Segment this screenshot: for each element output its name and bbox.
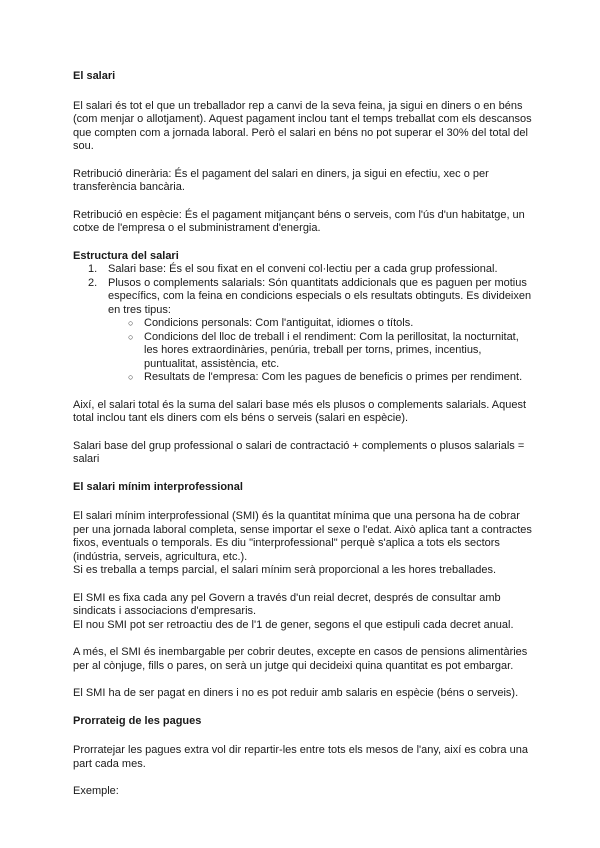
hollow-bullet-icon: ○ [128, 331, 134, 342]
sub-list-item [73, 371, 535, 385]
paragraph-retribucio-dineraria: Retribució dinerària: És el pagament del salari en diners, ja sigui en efectiu, xec o per transferència bancària. [73, 167, 489, 193]
sub-list-item [73, 317, 535, 331]
list-number: 2. [88, 276, 98, 289]
list-item-text: Salari base: És el sou fixat en el conveni col·lectiu per a cada grup professional. [108, 263, 498, 275]
heading-el-salari: El salari [73, 70, 116, 82]
sub-list-item-text: Condicions del lloc de treball i el rendiment: Com la perillositat, la nocturnitat, les hores extraordinàries, penúria, treball per torns, primes, incentius, puntualitat, assistència, etc. [144, 330, 519, 370]
paragraph-smi-parcial: Si es treballa a temps parcial, el salari mínim serà proporcional a les hores treballades. [73, 564, 497, 576]
sub-list-item-text: Resultats de l'empresa: Com les pagues de beneficis o primes per rendiment. [144, 371, 523, 383]
paragraph-smi-retroactiu: El nou SMI pot ser retroactiu des de l'1 de gener, segons el que estipuli cada decret anual. [73, 618, 514, 631]
document-content [73, 70, 535, 799]
heading-estructura-salari: Estructura del salari [73, 249, 179, 262]
paragraph-salari-total: Així, el salari total és la suma del salari base més els plusos o complements salarials. Aquest total inclou tant els diners com els béns o serveis (salari en espècie). [73, 398, 527, 424]
list-item-text: Plusos o complements salarials: Són quantitats addicionals que es paguen per motius específics, com la feina en condicions especials o els resultats obtinguts. Es divideixen en tres tipus: [108, 276, 532, 316]
list-item [73, 263, 535, 277]
paragraph-salari-formula: Salari base del grup professional o salari de contractació + complements o plusos salarials = salari [73, 439, 525, 465]
sub-list-item-text: Condicions personals: Com l'antiguitat, idiomes o títols. [144, 317, 414, 329]
sub-list [108, 317, 535, 385]
structure-list [73, 263, 535, 385]
paragraph-prorrateig: Prorratejar les pagues extra vol dir repartir-les entre tots els mesos de l'any, així es cobra una part cada mes. [73, 744, 528, 770]
list-item [73, 277, 535, 385]
heading-smi: El salari mínim interprofessional [73, 480, 243, 493]
paragraph-smi-diners: El SMI ha de ser pagat en diners i no es pot reduir amb salaris en espècie (béns o serveis). [73, 687, 519, 699]
list-number: 1. [88, 263, 98, 275]
paragraph-exemple: Exemple: [73, 785, 119, 797]
hollow-bullet-icon: ○ [128, 372, 134, 382]
hollow-bullet-icon: ○ [128, 318, 134, 328]
paragraph-smi-inembargable: A més, el SMI és inembargable per cobrir deutes, excepte en casos de pensions alimentàries per al cònjuge, fills o pares, on serà un jutge qui decideixi quina quantitat es pot embargar. [73, 646, 528, 672]
sub-list-item [73, 331, 535, 372]
paragraph-smi-govern: El SMI es fixa cada any pel Govern a través d'un reial decret, després de consultar amb sindicats i associacions d'empresaris. [73, 591, 501, 617]
paragraph-smi-definition: El salari mínim interprofessional (SMI) és la quantitat mínima que una persona ha de cobrar per una jornada laboral completa, sense importar el sexe o l'edat. Això aplica tant a contractes fixos, eventuals o temporals. Es diu "interprofessional" perquè s'aplica a tots els sectors (indústria, serveis, agricultura, etc.). [73, 510, 532, 563]
paragraph-retribucio-especie: Retribució en espècie: És el pagament mitjançant béns o serveis, com l'ús d'un habitatge, un cotxe de l'empresa o el subministrament d'energia. [73, 208, 525, 234]
paragraph-salari-definition: El salari és tot el que un treballador rep a canvi de la seva feina, ja sigui en diners o en béns (com menjar o allotjament). Aquest pagament inclou tant el temps treballat com els descansos que compten com a jornada laboral. Però el salari en béns no pot superar el 30% del total del sou. [73, 99, 532, 152]
heading-prorrateig: Prorrateig de les pagues [73, 714, 202, 727]
